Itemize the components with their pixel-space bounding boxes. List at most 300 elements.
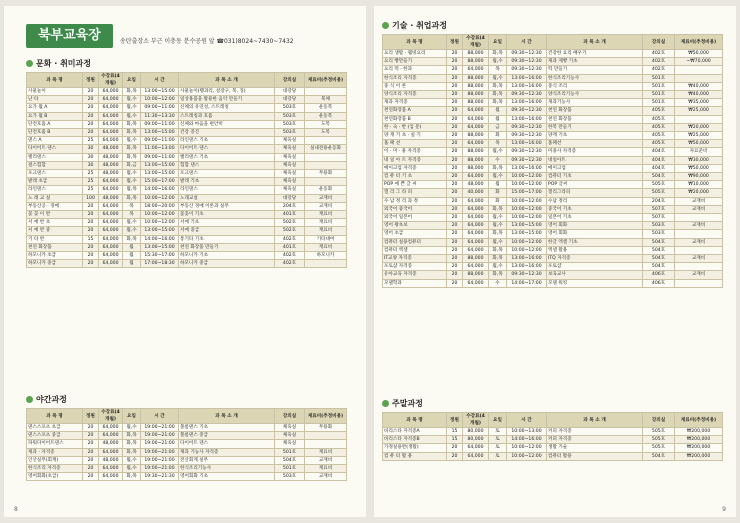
column-header: 과 목 소 개	[179, 73, 275, 88]
table-cell: IT교양 자격증	[383, 255, 447, 263]
table-cell: 64,000	[99, 211, 123, 219]
table-row	[27, 448, 347, 456]
table-cell: 64,000	[463, 66, 489, 74]
table-row	[383, 428, 723, 436]
table-cell: 20	[447, 444, 463, 452]
table-cell: 14:00~16:00	[141, 186, 179, 194]
table-cell: 교재비	[305, 456, 347, 464]
table-cell: 80,000	[463, 428, 489, 436]
column-header: 수강료(4개월)	[99, 409, 123, 424]
table-row	[383, 214, 723, 222]
table-cell: 19:00~21:00	[141, 432, 179, 440]
table-cell: 64,000	[99, 424, 123, 432]
table-cell: 88,000	[463, 58, 489, 66]
table-cell: 504호	[643, 263, 675, 271]
table-cell: ₩200,000	[675, 444, 723, 452]
weekend-table	[382, 412, 723, 461]
table-cell: 수	[489, 279, 507, 287]
table-row	[383, 222, 723, 230]
table-cell: 88,000	[463, 164, 489, 172]
table-cell: 월,수	[489, 173, 507, 181]
table-cell: 화,목	[489, 50, 507, 58]
column-header: 과 목 명	[27, 73, 83, 88]
table-cell: 월,수	[489, 74, 507, 82]
table-cell: 체육실	[275, 178, 305, 186]
table-cell: 09:30~12:30	[507, 271, 547, 279]
table-cell: 일상용품을 활용한 음악 만들기	[179, 96, 275, 104]
table-row	[27, 153, 347, 161]
table-row	[383, 189, 723, 197]
table-cell: 다이어트 댄스	[179, 440, 275, 448]
table-cell: 64,000	[99, 260, 123, 268]
table-cell: 10:00~12:00	[507, 238, 547, 246]
table-cell: 월,수	[123, 104, 141, 112]
table-row	[383, 263, 723, 271]
table-row	[27, 129, 347, 137]
table-cell: ₩20,000	[675, 189, 723, 197]
table-cell: ₩200,000	[675, 452, 723, 460]
table-cell: 20	[83, 440, 99, 448]
table-cell: 수납 정리	[547, 197, 643, 205]
table-cell: 하모니카 중급	[27, 260, 83, 268]
table-cell: 502호	[275, 219, 305, 227]
table-cell: 14:00~17:00	[507, 279, 547, 287]
table-cell: ₩10,000	[675, 181, 723, 189]
table-cell	[675, 263, 723, 271]
table-cell: 25	[83, 186, 99, 194]
table-cell: 48,000	[99, 153, 123, 161]
table-cell: 20	[447, 452, 463, 460]
table-cell: 13:00~16:00	[507, 164, 547, 172]
table-cell: 미용사 자격증	[547, 148, 643, 156]
table-cell: 화,목	[489, 230, 507, 238]
table-cell: 10:00~12:00	[141, 96, 179, 104]
table-cell: 중 식 이 론	[383, 82, 447, 90]
table-cell: 토	[489, 452, 507, 460]
table-cell: 09:30~12:30	[507, 156, 547, 164]
table-cell: 64,000	[99, 137, 123, 145]
table-cell: 405호	[643, 132, 675, 140]
table-cell: 25	[83, 178, 99, 186]
table-cell: 목	[123, 202, 141, 210]
table-cell: 대강당	[275, 88, 305, 96]
table-cell	[305, 432, 347, 440]
table-cell: 월	[489, 115, 507, 123]
table-cell: 501호	[643, 99, 675, 107]
table-row	[383, 255, 723, 263]
table-row	[27, 178, 347, 186]
table-cell: 화,목	[489, 255, 507, 263]
table-cell: 포크댄스	[27, 170, 83, 178]
table-cell: 라인댄스 기초	[179, 137, 275, 145]
table-cell: 09:30~12:30	[507, 148, 547, 156]
table-cell: 커피 자격증	[547, 436, 643, 444]
table-cell: 20	[447, 238, 463, 246]
table-row	[27, 202, 347, 210]
section-tech-label: 기술 · 취업과정	[392, 21, 447, 30]
table-row	[27, 161, 347, 169]
table-cell: 20	[447, 263, 463, 271]
table-row	[383, 50, 723, 58]
table-cell: 505호	[643, 181, 675, 189]
table-cell: 중국어 기초	[547, 205, 643, 213]
table-cell: 20	[447, 189, 463, 197]
table-cell: 88,000	[463, 99, 489, 107]
table-cell: 자료준비	[675, 148, 723, 156]
table-cell: ₩50,000	[675, 140, 723, 148]
table-row	[383, 205, 723, 213]
table-cell: 도복	[305, 129, 347, 137]
table-cell: 체육실	[275, 440, 305, 448]
table-cell: 체육실	[275, 161, 305, 169]
table-cell: 토	[489, 428, 507, 436]
table-cell: 실내전용운동화	[305, 145, 347, 153]
table-row	[383, 271, 723, 279]
table-cell: 505호	[643, 189, 675, 197]
table-cell: 스트레칭과 호흡	[179, 112, 275, 120]
table-cell: 15	[83, 235, 99, 243]
table-cell: ₩25,000	[675, 107, 723, 115]
column-header: 수강료(4개월)	[99, 73, 123, 88]
table-cell: 204호	[643, 197, 675, 205]
table-cell: 505호	[643, 444, 675, 452]
table-cell: 88,000	[463, 156, 489, 164]
table-cell: 17:00~18:30	[141, 260, 179, 268]
table-cell: 네일아트	[547, 156, 643, 164]
column-header: 재료비(추정비용)	[675, 413, 723, 428]
table-cell: 인산실무(회계)	[27, 456, 83, 464]
table-cell: 19:00~21:00	[141, 424, 179, 432]
table-cell: 월,수	[489, 58, 507, 66]
table-cell: 하모니카 기초	[179, 252, 275, 260]
table-cell: 월	[123, 260, 141, 268]
table-row	[27, 465, 347, 473]
table-cell: 운동복	[305, 104, 347, 112]
table-row	[383, 246, 723, 254]
table-cell: 모델 워킹	[547, 279, 643, 287]
table-cell: 밸리댄스	[27, 153, 83, 161]
table-cell: 09:30~12:30	[507, 123, 547, 131]
table-cell: 제과기능사	[547, 99, 643, 107]
table-cell: 노 래 교 실	[27, 194, 83, 202]
table-cell: 운동화	[305, 186, 347, 194]
table-cell: 목	[489, 140, 507, 148]
right-page	[374, 6, 736, 517]
table-cell	[305, 260, 347, 268]
table-cell: 월,수	[123, 456, 141, 464]
table-cell: 외국어 중국어	[383, 205, 447, 213]
table-cell: 404호	[643, 164, 675, 172]
table-cell: 48,000	[99, 145, 123, 153]
table-cell: 504호	[275, 456, 305, 464]
table-cell: 88,000	[463, 132, 489, 140]
table-cell: 월	[123, 243, 141, 251]
table-cell: 재료비	[305, 211, 347, 219]
table-cell: 체육실	[275, 137, 305, 145]
table-cell: 양식조리기능사	[547, 91, 643, 99]
table-cell: 화,목	[123, 88, 141, 96]
table-cell: 80,000	[463, 436, 489, 444]
table-cell: 화	[489, 197, 507, 205]
table-cell: 20	[447, 91, 463, 99]
table-row	[27, 194, 347, 202]
table-cell: 재료비	[305, 227, 347, 235]
table-cell: 20	[447, 50, 463, 58]
table-cell: 64,000	[463, 238, 489, 246]
table-cell: 컴퓨터 엑셀	[383, 246, 447, 254]
table-cell: 88,000	[463, 271, 489, 279]
table-cell: 양식조리 자격증	[383, 91, 447, 99]
table-cell: 64,000	[463, 263, 489, 271]
table-cell: 64,000	[463, 230, 489, 238]
table-cell: 64,000	[99, 465, 123, 473]
section-night-label: 야간과정	[36, 395, 67, 404]
table-cell: 홈 패 션	[383, 140, 447, 148]
table-cell: 천연 화장품	[547, 115, 643, 123]
table-cell: 월,목	[123, 186, 141, 194]
table-cell: 발레 기초	[179, 178, 275, 186]
table-cell: 19:00~21:00	[141, 448, 179, 456]
table-row	[27, 260, 347, 268]
table-cell: ₩90,000	[675, 173, 723, 181]
table-cell: 파워다이어트댄스	[27, 440, 83, 448]
table-cell: 화	[489, 189, 507, 197]
table-cell: 20	[447, 115, 463, 123]
table-cell: 19:00~21:00	[141, 465, 179, 473]
table-cell: 10:00~13:00	[507, 428, 547, 436]
table-cell: 제과 제빵 기초	[547, 58, 643, 66]
table-cell: 48,000	[99, 456, 123, 464]
table-cell: ₩40,000	[675, 91, 723, 99]
table-cell: 20	[83, 202, 99, 210]
table-cell: 기타대여	[305, 235, 347, 243]
table-cell: 19:00~21:00	[141, 440, 179, 448]
table-cell: 13:00~16:00	[507, 99, 547, 107]
table-cell: 10:00~12:00	[141, 194, 179, 202]
table-cell: 64,000	[99, 112, 123, 120]
table-cell: 라인댄스	[179, 186, 275, 194]
table-cell: POP 글씨	[547, 181, 643, 189]
table-cell: 월	[489, 181, 507, 189]
table-cell: 13:00~16:00	[507, 82, 547, 90]
table-cell: 503호	[275, 120, 305, 128]
table-cell: 09:00~11:00	[141, 120, 179, 128]
table-cell: 화,목	[489, 82, 507, 90]
page-number: 8	[14, 506, 18, 513]
table-cell: 기 타 반	[27, 235, 83, 243]
table-cell: 20	[447, 99, 463, 107]
table-cell: 406호	[643, 271, 675, 279]
table-cell: 월,수	[489, 238, 507, 246]
table-cell: 501호	[275, 448, 305, 456]
table-cell: 영어 회화	[547, 230, 643, 238]
table-cell: 재료비	[305, 219, 347, 227]
table-cell	[675, 230, 723, 238]
table-cell: POP 예 쁜 글 씨	[383, 181, 447, 189]
table-cell: 09:30~12:30	[507, 132, 547, 140]
table-row	[383, 238, 723, 246]
table-cell: 화,목	[123, 235, 141, 243]
table-row	[383, 444, 723, 452]
table-cell: 영어회화(초급)	[27, 473, 83, 481]
table-cell: 64,000	[463, 140, 489, 148]
table-cell: 401호	[275, 211, 305, 219]
table-cell: 서예 중급	[179, 227, 275, 235]
table-cell: 501호	[643, 82, 675, 90]
table-row	[383, 148, 723, 156]
table-cell: 화,목	[123, 129, 141, 137]
column-header: 재료비(추정비용)	[675, 35, 723, 50]
table-cell: 48,000	[99, 194, 123, 202]
page-number: 9	[722, 506, 726, 513]
table-cell: 교재비	[675, 205, 723, 213]
table-cell: 20	[447, 140, 463, 148]
table-cell: 64,000	[99, 96, 123, 104]
table-cell: 월,수	[489, 214, 507, 222]
table-cell: 501호	[643, 74, 675, 82]
table-cell: 포크댄스	[179, 170, 275, 178]
table-cell: 운동복	[305, 112, 347, 120]
table-cell: 20	[447, 246, 463, 254]
address-text: 송탄출장소 부근 이충동 분수공원 앞 ☎031)8024~7430~7432	[120, 38, 294, 45]
table-cell: 20	[83, 219, 99, 227]
table-cell: 505호	[643, 428, 675, 436]
table-row	[383, 132, 723, 140]
table-cell: 503호	[275, 129, 305, 137]
table-cell: 503호	[275, 112, 305, 120]
table-cell: 10:00~12:00	[507, 181, 547, 189]
column-header: 과 목 소 개	[547, 413, 643, 428]
table-cell: 402호	[643, 58, 675, 66]
table-cell: 100	[83, 194, 99, 202]
table-cell: 20	[83, 211, 99, 219]
table-row	[27, 456, 347, 464]
table-cell: 30	[83, 161, 99, 169]
table-row	[383, 140, 723, 148]
table-cell: 504호	[643, 238, 675, 246]
table-cell: 한 · 숙 · 반 (입 문)	[383, 123, 447, 131]
table-cell: 하모니카 초급	[27, 252, 83, 260]
bullet-icon	[26, 396, 33, 403]
table-cell: 천연화장품 A	[383, 107, 447, 115]
column-header: 수강료(4개월)	[463, 413, 489, 428]
table-cell: 부동산 경매 이론과 실무	[179, 202, 275, 210]
table-cell: 20	[83, 465, 99, 473]
table-cell: 09:30~12:30	[507, 107, 547, 115]
table-cell: 꽃 꽂 이 반	[27, 211, 83, 219]
table-cell: 88,000	[463, 91, 489, 99]
table-cell: 화,목	[489, 246, 507, 254]
table-cell: 64,000	[99, 219, 123, 227]
table-row	[383, 452, 723, 460]
table-cell: 88,000	[463, 74, 489, 82]
table-cell: 20	[447, 107, 463, 115]
table-cell: 14:00~16:00	[507, 436, 547, 444]
table-cell: 교재비	[305, 194, 347, 202]
table-cell: 북채	[305, 96, 347, 104]
table-cell: 13:00~15:00	[141, 170, 179, 178]
table-cell: 10:00~12:00	[507, 246, 547, 254]
table-cell: 13:00~16:00	[507, 74, 547, 82]
table-cell: 월,수	[123, 219, 141, 227]
column-header: 재료비(추정비용)	[305, 73, 347, 88]
table-row	[27, 235, 347, 243]
table-row	[27, 120, 347, 128]
table-cell: 20	[447, 181, 463, 189]
table-cell: 단전호흡 A	[27, 120, 83, 128]
table-cell: 88,000	[463, 255, 489, 263]
column-header: 강의실	[275, 409, 305, 424]
table-cell: 406호	[643, 279, 675, 287]
table-row	[27, 440, 347, 448]
column-header: 시 간	[507, 413, 547, 428]
table-cell: 507호	[643, 214, 675, 222]
table-cell: 건강한 요리 배우기	[547, 50, 643, 58]
table-cell: 405호	[643, 123, 675, 131]
table-row	[27, 424, 347, 432]
table-cell: 체육실	[275, 432, 305, 440]
table-cell: 건강 증진	[179, 129, 275, 137]
table-cell: 체육실	[275, 153, 305, 161]
table-cell: 중식 조리	[547, 82, 643, 90]
table-cell: 15:30~17:00	[141, 252, 179, 260]
table-cell: 화,목	[123, 145, 141, 153]
table-cell: 엑셀 활용	[547, 246, 643, 254]
table-cell: 405호	[643, 107, 675, 115]
table-cell: 화,금	[123, 161, 141, 169]
table-row	[383, 91, 723, 99]
table-cell: 15	[447, 436, 463, 444]
table-cell: 바리스타 자격증B	[383, 436, 447, 444]
table-cell: 64,000	[463, 205, 489, 213]
table-row	[383, 164, 723, 172]
table-cell: 볼룸댄스 중급	[179, 432, 275, 440]
table-cell: 88,000	[463, 50, 489, 58]
table-cell: 503호	[275, 104, 305, 112]
table-cell: 월,수	[123, 178, 141, 186]
table-row	[27, 186, 347, 194]
table-cell: 화,목	[489, 164, 507, 172]
table-cell: 13:00~15:00	[507, 222, 547, 230]
table-cell: 유아교육 자격증	[383, 271, 447, 279]
table-row	[383, 230, 723, 238]
table-cell: 대강당	[275, 96, 305, 104]
table-cell: ITQ 자격증	[547, 255, 643, 263]
table-row	[383, 279, 723, 287]
table-row	[383, 181, 723, 189]
table-cell: 20	[447, 58, 463, 66]
table-cell: 20	[447, 66, 463, 74]
table-cell: 20	[83, 424, 99, 432]
table-cell: 목	[123, 211, 141, 219]
table-cell: 월,수	[123, 170, 141, 178]
table-cell: 교재비	[305, 202, 347, 210]
table-cell: 20	[447, 279, 463, 287]
table-cell: 월,수	[123, 112, 141, 120]
table-cell: 20	[83, 96, 99, 104]
table-cell: 64,000	[99, 178, 123, 186]
culture-table	[26, 72, 347, 268]
table-cell	[305, 88, 347, 96]
table-cell: 19:30~21:30	[141, 473, 179, 481]
column-header: 수강료(4개월)	[463, 35, 489, 50]
table-cell: 64,000	[463, 444, 489, 452]
table-cell: 서예 기초	[179, 219, 275, 227]
column-header: 강의실	[643, 35, 675, 50]
table-cell: 꽃꽂이 기초	[179, 211, 275, 219]
table-cell: 영어 초급	[383, 230, 447, 238]
table-cell: 25	[83, 170, 99, 178]
